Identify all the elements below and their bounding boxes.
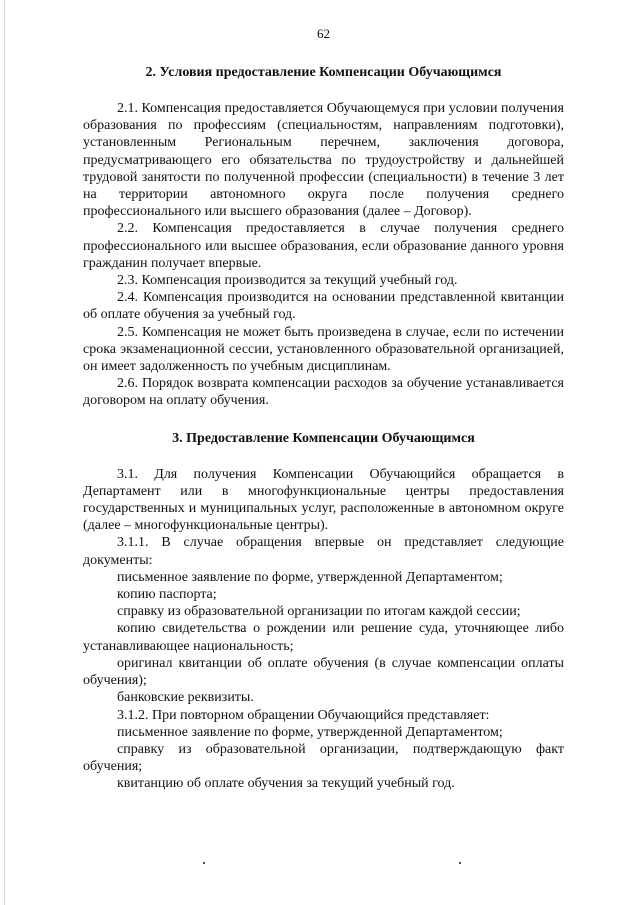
section-3-body	[83, 466, 564, 793]
section-2-body	[83, 100, 564, 410]
scan-dot	[459, 862, 461, 864]
paragraph-2-1: 2.1. Компенсация предоставляется Обучающемуся при условии получения образования по профессиям (специальностям, направлениям подготовки), установленным Региональным перечнем, заключения договора, предусматривающего его обязательства по трудоустройству и дальнейшей трудовой занятости по полученной профессии (специальности) в течение 3 лет на территории автономного округа после получения среднего профессионального или высшего образования (далее – Договор).	[83, 101, 564, 220]
paragraph-2-3: 2.3. Компенсация производится за текущий учебный год.	[117, 273, 458, 289]
section-3-heading: 3. Предоставление Компенсации Обучающимся	[172, 430, 475, 446]
section-2-heading: 2. Условия предоставление Компенсации Обучающимся	[145, 65, 502, 80]
paragraph-2-4: 2.4. Компенсация производится на основании представленной квитанции об оплате обучения за учебный год.	[83, 290, 564, 323]
paragraph-2-5: 2.5. Компенсация не может быть произведена в случае, если по истечении срока экзаменационной сессии, установленного образовательной организацией, он имеет задолженность по учебным дисциплинам.	[83, 324, 564, 375]
list-item: копию паспорта;	[117, 587, 217, 603]
list-item: банковские реквизиты.	[117, 690, 254, 706]
paragraph-2-6: 2.6. Порядок возврата компенсации расходов за обучение устанавливается договором на оплату обучения.	[83, 376, 564, 409]
page-number: 62	[317, 26, 330, 41]
scan-dot	[203, 862, 205, 864]
paragraph-2-2: 2.2. Компенсация предоставляется в случае получения среднего профессионального или высшее образования, если образование данного уровня гражданин получает впервые.	[83, 221, 564, 271]
list-item: письменное заявление по форме, утвержденной Департаментом;	[117, 569, 503, 585]
paragraph-3-1-1: 3.1.1. В случае обращения впервые он представляет следующие документы:	[83, 535, 564, 568]
list-item: квитанцию об оплате обучения за текущий учебный год.	[117, 776, 455, 792]
list-item: оригинал квитанции об оплате обучения (в случае компенсации оплаты обучения);	[83, 655, 564, 689]
list-item: копию свидетельства о рождении или решение суда, уточняющее либо устанавливающее национальность;	[83, 621, 564, 654]
scan-marks	[0, 862, 640, 868]
list-item: справку из образовательной организации по итогам каждой сессии;	[117, 604, 521, 620]
list-item: письменное заявление по форме, утвержденной Департаментом;	[117, 724, 503, 740]
paragraph-3-1-2: 3.1.2. При повторном обращении Обучающийся представляет:	[117, 707, 490, 723]
paragraph-3-1: 3.1. Для получения Компенсации Обучающийся обращается в Департамент или в многофункциональные центры предоставления государственных и муниципальных услуг, расположенные в автономном округе (далее – многофункциональные центры).	[83, 466, 564, 534]
list-item: справку из образовательной организации, подтверждающую факт обучения;	[83, 741, 564, 775]
